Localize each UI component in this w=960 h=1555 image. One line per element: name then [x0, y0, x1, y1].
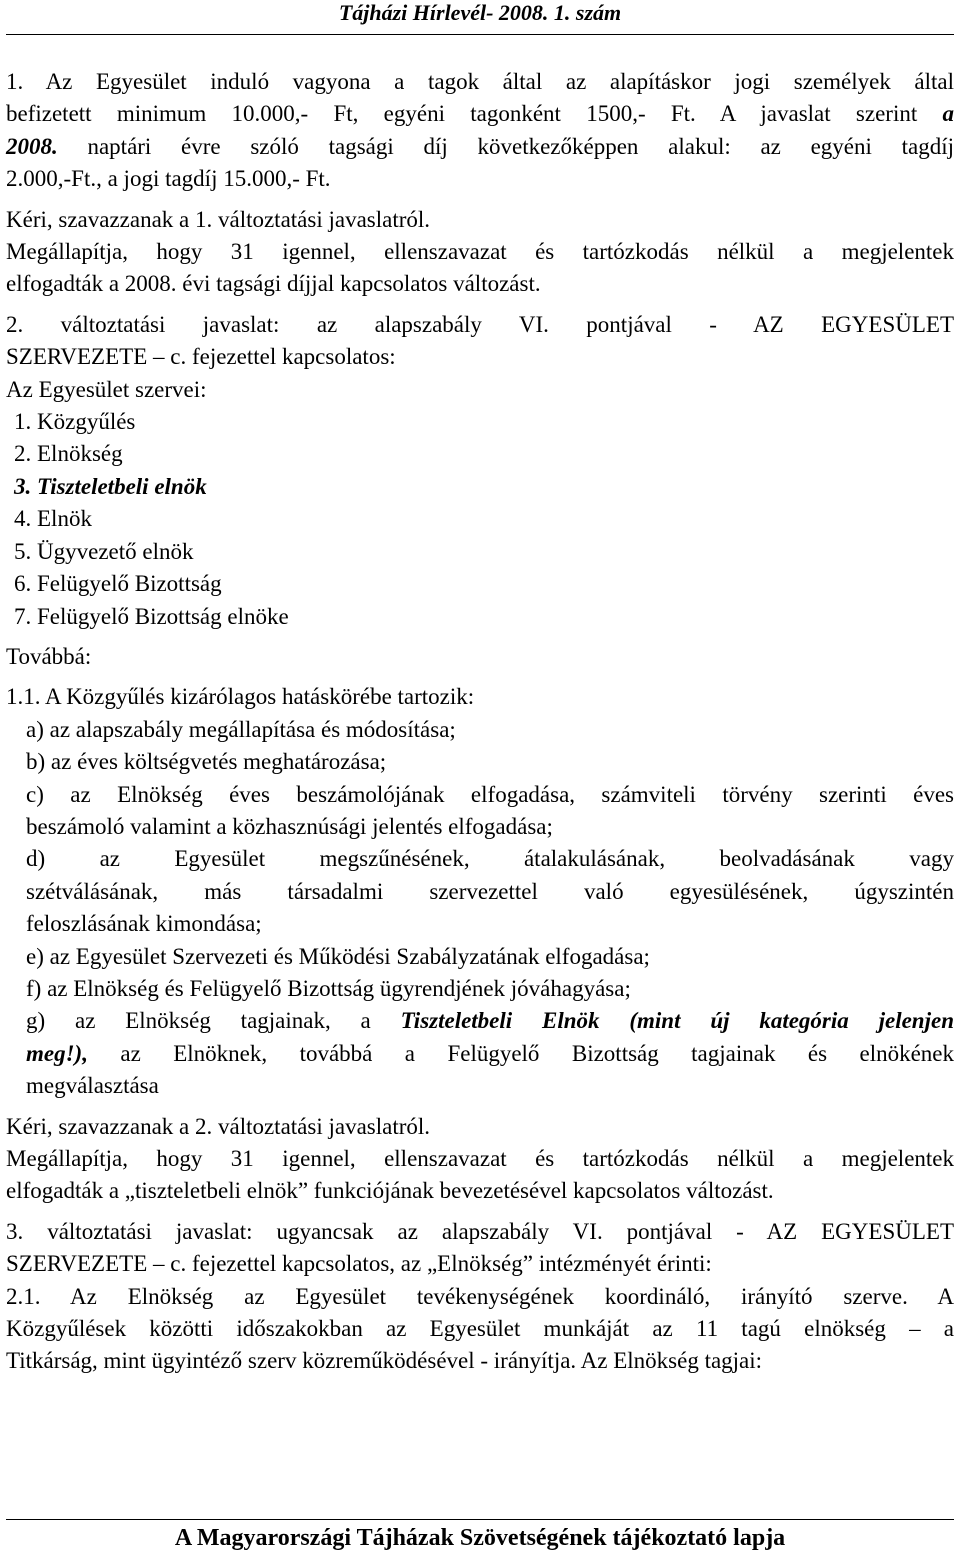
emphasis-text: meg!), — [26, 1040, 88, 1066]
section-1-1-title: 1.1. A Közgyűlés kizárólagos hatáskörébe tartozik: — [6, 684, 475, 710]
organ-item: 7. Felügyelő Bizottság elnöke — [14, 603, 289, 629]
list-item-d-line-3: feloszlásának kimondása; — [26, 911, 262, 937]
vote-1-result-line-2: elfogadták a 2008. évi tagsági díjjal kapcsolatos változást. — [6, 271, 541, 297]
emphasis-year: 2008. — [6, 133, 58, 159]
emphasis-text: a — [942, 101, 954, 127]
vote-1-result-line-1: Megállapítja, hogy 31 igennel, ellenszavazat és tartózkodás nélkül a megjelentek — [6, 239, 954, 265]
list-item-g-line-2 — [6, 1038, 954, 1070]
text-span: az Elnöknek, továbbá a Felügyelő Bizottság tagjainak és elnökének — [87, 1040, 954, 1066]
proposal-3-line-2: SZERVEZETE – c. fejezettel kapcsolatos, az „Elnökség” intézményét érinti: — [6, 1251, 712, 1277]
vote-2-request: Kéri, szavazzanak a 2. változtatási javaslatról. — [6, 1113, 431, 1139]
proposal-2-line-1: 2. változtatási javaslat: az alapszabály VI. pontjával - AZ EGYESÜLET — [6, 311, 954, 337]
section-2-1-line-2: Közgyűlések közötti időszakokban az Egyesület munkáját az 11 tagú elnökség – a — [6, 1316, 954, 1342]
organ-item-highlighted: 3. Tiszteletbeli elnök — [14, 473, 207, 499]
text-span: g) az Elnökség tagjainak, a — [26, 1008, 401, 1034]
organ-item: 5. Ügyvezető elnök — [14, 538, 194, 564]
organ-item: 2. Elnökség — [14, 441, 123, 467]
list-item-g-line-1 — [6, 1005, 954, 1037]
proposal-3-line-1: 3. változtatási javaslat: ugyancsak az alapszabály VI. pontjával - AZ EGYESÜLET — [6, 1218, 954, 1244]
text-span: befizetett minimum 10.000,- Ft, egyéni tagonként 1500,- Ft. A javaslat szerint — [6, 101, 943, 127]
organ-item: 1. Közgyűlés — [14, 409, 136, 435]
document-body — [6, 66, 954, 1378]
emphasis-text: Tiszteletbeli Elnök (mint új kategória jelenjen — [400, 1008, 954, 1034]
list-item-a: a) az alapszabály megállapítása és módosítása; — [26, 716, 456, 742]
paragraph-1-line-2 — [6, 98, 954, 130]
furthermore-label: Továbbá: — [6, 643, 92, 669]
list-item-c-line-2: beszámoló valamint a közhasznúsági jelentés elfogadása; — [26, 813, 553, 839]
list-item-e: e) az Egyesület Szervezeti és Működési Szabályzatának elfogadása; — [26, 943, 650, 969]
section-2-1-line-1: 2.1. Az Elnökség az Egyesület tevékenységének koordináló, irányító szerve. A — [6, 1283, 954, 1309]
paragraph-1-line-3 — [6, 131, 954, 163]
organ-item: 6. Felügyelő Bizottság — [14, 571, 222, 597]
vote-1-request: Kéri, szavazzanak a 1. változtatási javaslatról. — [6, 206, 431, 232]
header-divider — [6, 34, 954, 35]
organ-item: 4. Elnök — [14, 506, 92, 532]
footer-divider — [6, 1519, 954, 1520]
list-item-d-line-2: szétválásának, más társadalmi szervezettel való egyesülésének, úgyszintén — [26, 878, 954, 904]
list-item-b: b) az éves költségvetés meghatározása; — [26, 749, 387, 775]
section-2-1-line-3: Titkárság, mint ügyintéző szerv közreműködésével - irányítja. Az Elnökség tagjai: — [6, 1348, 763, 1374]
newsletter-header: Tájházi Hírlevél- 2008. 1. szám — [338, 0, 622, 25]
list-item-d-line-1: d) az Egyesület megszűnésének, átalakulásának, beolvadásának vagy — [26, 846, 954, 872]
vote-2-result-line-1: Megállapítja, hogy 31 igennel, ellenszavazat és tartózkodás nélkül a megjelentek — [6, 1146, 954, 1171]
vote-2-result-line-2: elfogadták a „tiszteletbeli elnök” funkciójának bevezetésével kapcsolatos változást. — [6, 1178, 774, 1204]
text-span: naptári évre szóló tagsági díj következőképpen alakul: az egyéni tagdíj — [57, 133, 954, 159]
newsletter-footer: A Magyarországi Tájházak Szövetségének tájékoztató lapja — [174, 1525, 786, 1551]
organs-heading: Az Egyesület szervei: — [6, 376, 207, 402]
paragraph-1-line-1: 1. Az Egyesület induló vagyona a tagok által az alapításkor jogi személyek által — [6, 69, 954, 94]
proposal-2-line-2: SZERVEZETE – c. fejezettel kapcsolatos: — [6, 344, 396, 370]
list-item-f: f) az Elnökség és Felügyelő Bizottság ügyrendjének jóváhagyása; — [26, 975, 631, 1001]
paragraph-1-line-4: 2.000,-Ft., a jogi tagdíj 15.000,- Ft. — [6, 166, 331, 192]
list-item-c-line-1: c) az Elnökség éves beszámolójának elfogadása, számviteli törvény szerinti éves — [26, 781, 954, 807]
list-item-g-line-3: megválasztása — [26, 1073, 159, 1099]
